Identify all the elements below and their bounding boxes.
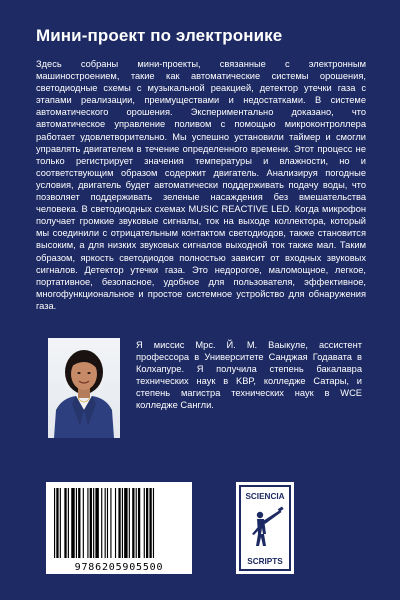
barcode-bar [60, 488, 61, 558]
barcode-bar [101, 488, 102, 558]
barcode-bar [54, 488, 55, 558]
publisher-name-line1: SCIENCIA [245, 492, 285, 501]
barcode-bar [132, 488, 134, 558]
barcode-bar [76, 488, 77, 558]
isbn-number: 9786205905500 [74, 562, 164, 573]
barcode-bar [144, 488, 145, 558]
barcode-bar [93, 488, 94, 558]
isbn-barcode [46, 482, 192, 574]
author-bio: Я миссис Мрс. Й. М. Ваыкуле, ассистент профессора в Университете Санджая Годавата в Колхапуре. Я получила степень бакалавра технических наук в KBP, колледже Сатары, и степень магистра технических наук в WCE колледже Сангли. [136, 340, 362, 411]
sciencia-scripts-logo [236, 482, 294, 574]
barcode-bar [122, 488, 123, 558]
barcode-bar [64, 488, 66, 558]
barcode-bar [105, 488, 106, 558]
author-photo [48, 338, 120, 438]
barcode-bar [71, 488, 74, 558]
barcode-bar [136, 488, 137, 558]
barcode-bar [129, 488, 130, 558]
barcode-bar [146, 488, 148, 558]
barcode-bar [118, 488, 120, 558]
barcode-bar [68, 488, 69, 558]
barcode-bar [83, 488, 84, 558]
barcode-bar [78, 488, 80, 558]
barcode-bar [110, 488, 111, 558]
author-portrait-image [48, 338, 120, 438]
barcode-bar [90, 488, 92, 558]
book-title: Мини-проект по электронике [36, 26, 283, 45]
barcode-bar [115, 488, 116, 558]
barcode-bar [107, 488, 108, 558]
barcode-bar [124, 488, 127, 558]
barcode-bar [149, 488, 151, 558]
barcode-bar [153, 488, 154, 558]
barcode-bar [138, 488, 140, 558]
book-description: Здесь собраны мини-проекты, связанные с электронным машиностроением, такие как автоматические системы орошения, светодиодные схемы с музыкальной реакцией, детектор утечки газа с этапами реализации, преимуществами и недостатками. В системе автоматического орошения. Экспериментально доказано, что автоматическое управление поливом с помощью микроконтроллера работает удовлетворительно. Мы успешно установили таймер и смогли управлять двигателем в течение определенного времени. Этот процесс не только регистрирует значения температуры и влажности, но и соответствующим образом содержит двигатель. Анализируя погодные условия, двигатель будет автоматически поддерживать подачу воды, что позволяет поддерживать зеленые насаждения без вмешательства человека. В светодиодных схемах MUSIC REACTIVE LED. Когда микрофон получает громкие звуковые сигналы, ток на выходе коллектора, который мы соединили с отрицательным контактом светодиодов, также становится высоким, а для низких звуковых сигналов выходной ток также мал. Таким образом, яркость светодиодов полностью зависит от входных звуковых сигналов. Детектор утечки газа. Это недорогое, маломощное, легкое, портативное, безопасное, удобное для пользователя, эффективное, многофункциональное и простое системное устройство для обнаружения газа. [36, 59, 366, 311]
barcode-bar [56, 488, 58, 558]
publisher-name-line2: SCRIPTS [247, 557, 283, 566]
barcode-bar [95, 488, 98, 558]
publisher-logo [236, 482, 294, 574]
barcode-bar [87, 488, 88, 558]
barcode-bars [46, 482, 192, 574]
